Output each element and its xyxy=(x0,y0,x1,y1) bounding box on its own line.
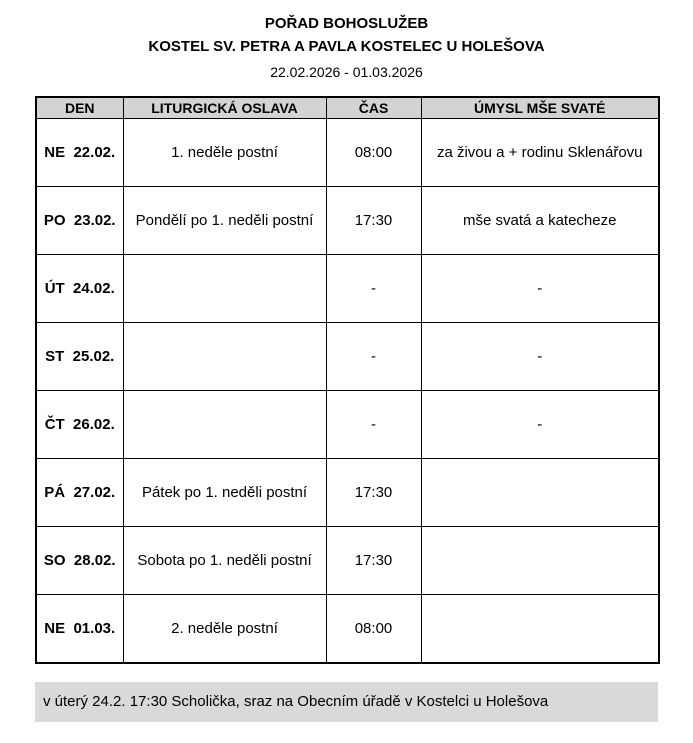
footer-note-text: v úterý 24.2. 17:30 Scholička, sraz na Obecním úřadě v Kostelci u Holešova xyxy=(43,693,549,711)
column-header-den: DEN xyxy=(36,97,123,119)
time-cell: 17:30 xyxy=(326,459,421,527)
document-subtitle: KOSTEL SV. PETRA A PAVLA KOSTELEC U HOLEŠOVA xyxy=(148,37,545,55)
time-cell: 17:30 xyxy=(326,187,421,255)
intention-cell: - xyxy=(421,391,659,459)
column-header-mass-intention: ÚMYSL MŠE SVATÉ xyxy=(421,97,659,119)
table-row xyxy=(36,187,659,255)
liturgical-celebration-cell: Pátek po 1. neděli postní xyxy=(123,459,326,527)
time-cell: 17:30 xyxy=(326,527,421,595)
table-row xyxy=(36,119,659,187)
day-cell: PO 23.02. xyxy=(36,187,123,255)
day-cell: PÁ 27.02. xyxy=(36,459,123,527)
intention-cell xyxy=(421,459,659,527)
table-row xyxy=(36,323,659,391)
intention-cell: - xyxy=(421,255,659,323)
date-range: 22.02.2026 - 01.03.2026 xyxy=(270,64,423,80)
table-row xyxy=(36,459,659,527)
liturgical-celebration-cell: 2. neděle postní xyxy=(123,595,326,663)
table-row xyxy=(36,595,659,663)
table-row xyxy=(36,391,659,459)
schedule-table-body xyxy=(36,119,659,663)
liturgical-celebration-cell: Sobota po 1. neděli postní xyxy=(123,527,326,595)
intention-cell: mše svatá a katecheze xyxy=(421,187,659,255)
footer-note xyxy=(35,682,658,722)
intention-cell xyxy=(421,527,659,595)
time-cell: 08:00 xyxy=(326,119,421,187)
document-title: POŘAD BOHOSLUŽEB xyxy=(264,15,429,32)
day-cell: NE 22.02. xyxy=(36,119,123,187)
table-row xyxy=(36,255,659,323)
day-cell: SO 28.02. xyxy=(36,527,123,595)
intention-cell: - xyxy=(421,323,659,391)
document-header xyxy=(35,13,658,81)
day-cell: NE 01.03. xyxy=(36,595,123,663)
day-cell: ÚT 24.02. xyxy=(36,255,123,323)
schedule-table xyxy=(35,96,660,664)
day-cell: ST 25.02. xyxy=(36,323,123,391)
column-header-time: ČAS xyxy=(326,97,421,119)
column-header-liturgical-celebration: LITURGICKÁ OSLAVA xyxy=(123,97,326,119)
liturgical-celebration-cell xyxy=(123,323,326,391)
intention-cell xyxy=(421,595,659,663)
table-header-row xyxy=(36,97,659,119)
time-cell: - xyxy=(326,255,421,323)
intention-cell: za živou a + rodinu Sklenářovu xyxy=(421,119,659,187)
time-cell: - xyxy=(326,391,421,459)
table-row xyxy=(36,527,659,595)
time-cell: 08:00 xyxy=(326,595,421,663)
liturgical-celebration-cell xyxy=(123,391,326,459)
day-cell: ČT 26.02. xyxy=(36,391,123,459)
liturgical-celebration-cell: Pondělí po 1. neděli postní xyxy=(123,187,326,255)
liturgical-celebration-cell xyxy=(123,255,326,323)
liturgical-celebration-cell: 1. neděle postní xyxy=(123,119,326,187)
time-cell: - xyxy=(326,323,421,391)
